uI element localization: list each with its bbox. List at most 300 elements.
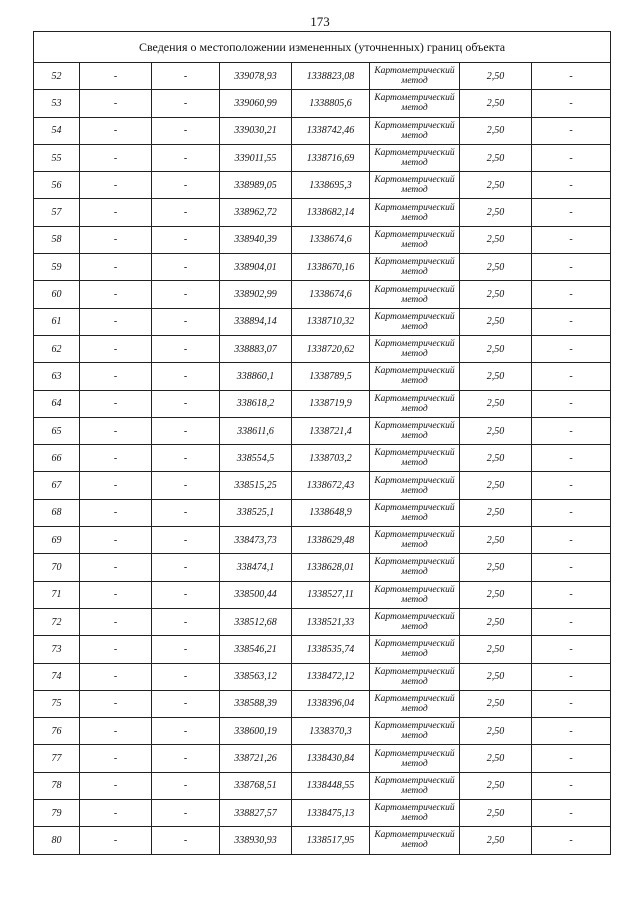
method-cell [370,335,460,362]
coord-x-old-cell: - [80,117,152,144]
method-label-line1: Картометрический [374,393,455,404]
coord-y-cell: 1338448,55 [292,772,370,799]
coord-y-old-cell: - [152,472,220,499]
method-label-line1: Картометрический [374,93,455,104]
coord-y-cell: 1338716,69 [292,144,370,171]
method-label-line2: метод [401,567,428,578]
coord-y-cell: 1338629,48 [292,527,370,554]
extra-cell: - [532,144,611,171]
extra-cell: - [532,90,611,117]
coord-y-old-cell: - [152,390,220,417]
coord-y-old-cell: - [152,172,220,199]
point-number-cell: 59 [34,254,80,281]
extra-cell: - [532,199,611,226]
point-number-cell: 64 [34,390,80,417]
method-cell [370,226,460,253]
extra-cell: - [532,499,611,526]
extra-cell: - [532,308,611,335]
point-number-cell: 75 [34,690,80,717]
method-cell [370,445,460,472]
point-number-cell: 71 [34,581,80,608]
coord-x-cell: 338940,39 [220,226,292,253]
precision-cell: 2,50 [460,527,532,554]
extra-cell: - [532,417,611,444]
method-label-line1: Картометрический [374,257,455,268]
coord-y-old-cell: - [152,226,220,253]
coord-x-old-cell: - [80,772,152,799]
method-cell [370,800,460,827]
precision-cell: 2,50 [460,690,532,717]
extra-cell: - [532,117,611,144]
method-cell [370,172,460,199]
coord-x-cell: 338474,1 [220,554,292,581]
coord-y-cell: 1338517,95 [292,827,370,854]
coord-x-old-cell: - [80,445,152,472]
coord-x-cell: 338930,93 [220,827,292,854]
coord-y-cell: 1338472,12 [292,663,370,690]
coord-x-old-cell: - [80,690,152,717]
method-label-line2: метод [401,267,428,278]
method-label-line1: Картометрический [374,748,455,759]
coord-x-old-cell: - [80,800,152,827]
coord-x-old-cell: - [80,308,152,335]
precision-cell: 2,50 [460,199,532,226]
extra-cell: - [532,390,611,417]
method-label-line1: Картометрический [374,557,455,568]
method-cell [370,745,460,772]
method-cell [370,363,460,390]
precision-cell: 2,50 [460,335,532,362]
precision-cell: 2,50 [460,772,532,799]
method-cell [370,254,460,281]
method-label-line1: Картометрический [374,693,455,704]
coord-x-cell: 338563,12 [220,663,292,690]
method-cell [370,390,460,417]
coord-x-cell: 338600,19 [220,718,292,745]
coord-y-cell: 1338475,13 [292,800,370,827]
extra-cell: - [532,718,611,745]
point-number-cell: 52 [34,63,80,90]
method-label-line2: метод [401,813,428,824]
table-row [34,63,611,90]
coord-y-old-cell: - [152,63,220,90]
table-row [34,472,611,499]
point-number-cell: 78 [34,772,80,799]
extra-cell: - [532,445,611,472]
method-cell [370,581,460,608]
point-number-cell: 53 [34,90,80,117]
coord-x-cell: 339078,93 [220,63,292,90]
method-label-line1: Картометрический [374,612,455,623]
coord-x-old-cell: - [80,390,152,417]
table-row [34,445,611,472]
coord-x-old-cell: - [80,636,152,663]
table-row [34,335,611,362]
method-label-line2: метод [401,403,428,414]
coord-y-cell: 1338674,6 [292,281,370,308]
method-label-line2: метод [401,485,428,496]
extra-cell: - [532,581,611,608]
point-number-cell: 72 [34,608,80,635]
coord-y-old-cell: - [152,117,220,144]
method-cell [370,527,460,554]
coord-y-old-cell: - [152,335,220,362]
coord-y-old-cell: - [152,827,220,854]
coord-y-old-cell: - [152,663,220,690]
coord-x-old-cell: - [80,172,152,199]
extra-cell: - [532,363,611,390]
coord-x-cell: 338768,51 [220,772,292,799]
coord-y-cell: 1338672,43 [292,472,370,499]
coord-y-cell: 1338703,2 [292,445,370,472]
method-label-line2: метод [401,294,428,305]
point-number-cell: 69 [34,527,80,554]
coord-x-cell: 339060,99 [220,90,292,117]
method-label-line1: Картометрический [374,229,455,240]
precision-cell: 2,50 [460,172,532,199]
coord-x-old-cell: - [80,63,152,90]
method-label-line2: метод [401,622,428,633]
coord-x-old-cell: - [80,608,152,635]
coord-y-cell: 1338648,9 [292,499,370,526]
method-label-line2: метод [401,594,428,605]
method-cell [370,90,460,117]
coord-x-cell: 338611,6 [220,417,292,444]
coord-x-old-cell: - [80,363,152,390]
method-label-line2: метод [401,349,428,360]
coord-y-old-cell: - [152,308,220,335]
coord-x-old-cell: - [80,254,152,281]
coord-x-old-cell: - [80,472,152,499]
coord-x-old-cell: - [80,527,152,554]
coord-y-old-cell: - [152,690,220,717]
point-number-cell: 73 [34,636,80,663]
method-cell [370,144,460,171]
extra-cell: - [532,690,611,717]
coord-x-cell: 338883,07 [220,335,292,362]
method-cell [370,772,460,799]
coord-y-cell: 1338721,4 [292,417,370,444]
coord-y-old-cell: - [152,527,220,554]
coord-x-old-cell: - [80,199,152,226]
point-number-cell: 61 [34,308,80,335]
precision-cell: 2,50 [460,499,532,526]
coord-x-cell: 338827,57 [220,800,292,827]
method-cell [370,608,460,635]
table-row [34,718,611,745]
coord-y-cell: 1338674,6 [292,226,370,253]
boundary-points-table [33,31,611,855]
table-row [34,581,611,608]
table-row [34,499,611,526]
method-label-line1: Картометрический [374,502,455,513]
precision-cell: 2,50 [460,144,532,171]
extra-cell: - [532,527,611,554]
table-row [34,690,611,717]
coord-y-cell: 1338805,6 [292,90,370,117]
point-number-cell: 63 [34,363,80,390]
coord-y-old-cell: - [152,90,220,117]
table-row [34,281,611,308]
coord-y-old-cell: - [152,800,220,827]
table-row [34,663,611,690]
coord-y-cell: 1338535,74 [292,636,370,663]
coord-y-cell: 1338430,84 [292,745,370,772]
coord-x-old-cell: - [80,335,152,362]
coord-y-cell: 1338370,3 [292,718,370,745]
coord-x-cell: 338902,99 [220,281,292,308]
method-label-line2: метод [401,185,428,196]
extra-cell: - [532,335,611,362]
method-label-line1: Картометрический [374,721,455,732]
coord-y-cell: 1338742,46 [292,117,370,144]
coord-x-cell: 339011,55 [220,144,292,171]
coord-x-old-cell: - [80,226,152,253]
precision-cell: 2,50 [460,226,532,253]
coord-x-old-cell: - [80,90,152,117]
method-label-line1: Картометрический [374,666,455,677]
coord-x-cell: 338860,1 [220,363,292,390]
precision-cell: 2,50 [460,663,532,690]
point-number-cell: 60 [34,281,80,308]
coord-y-old-cell: - [152,554,220,581]
coord-x-old-cell: - [80,663,152,690]
precision-cell: 2,50 [460,363,532,390]
method-cell [370,499,460,526]
precision-cell: 2,50 [460,554,532,581]
point-number-cell: 57 [34,199,80,226]
table-row [34,800,611,827]
coord-x-cell: 338989,05 [220,172,292,199]
table-row [34,90,611,117]
precision-cell: 2,50 [460,63,532,90]
coord-y-old-cell: - [152,772,220,799]
method-cell [370,636,460,663]
precision-cell: 2,50 [460,281,532,308]
coord-x-cell: 338588,39 [220,690,292,717]
precision-cell: 2,50 [460,445,532,472]
point-number-cell: 80 [34,827,80,854]
precision-cell: 2,50 [460,254,532,281]
table-row [34,226,611,253]
method-label-line1: Картометрический [374,639,455,650]
method-label-line2: метод [401,512,428,523]
coord-y-old-cell: - [152,718,220,745]
method-label-line2: метод [401,103,428,114]
coord-y-cell: 1338396,04 [292,690,370,717]
coord-x-old-cell: - [80,144,152,171]
method-cell [370,690,460,717]
coord-x-old-cell: - [80,499,152,526]
coord-x-old-cell: - [80,417,152,444]
method-label-line1: Картометрический [374,421,455,431]
table-row [34,745,611,772]
table-row [34,308,611,335]
table-row [34,827,611,854]
coord-y-old-cell: - [152,636,220,663]
coord-y-cell: 1338710,32 [292,308,370,335]
method-label-line2: метод [401,130,428,141]
extra-cell: - [532,827,611,854]
method-label-line2: метод [401,321,428,332]
method-label-line1: Картометрический [374,66,455,77]
coord-y-old-cell: - [152,417,220,444]
coord-y-cell: 1338682,14 [292,199,370,226]
point-number-cell: 77 [34,745,80,772]
coord-y-cell: 1338719,9 [292,390,370,417]
coord-x-cell: 338554,5 [220,445,292,472]
point-number-cell: 79 [34,800,80,827]
method-label-line1: Картометрический [374,284,455,295]
extra-cell: - [532,472,611,499]
coord-y-cell: 1338695,3 [292,172,370,199]
method-label-line1: Картометрический [374,475,455,486]
method-label-line2: метод [401,458,428,469]
method-label-line2: метод [401,431,428,441]
coord-x-cell: 338618,2 [220,390,292,417]
coord-x-cell: 338525,1 [220,499,292,526]
coord-y-old-cell: - [152,363,220,390]
extra-cell: - [532,663,611,690]
coord-x-cell: 338721,26 [220,745,292,772]
coord-x-old-cell: - [80,281,152,308]
coord-y-old-cell: - [152,581,220,608]
table-title: Сведения о местоположении измененных (уточненных) границ объекта [34,32,611,63]
coord-x-cell: 338904,01 [220,254,292,281]
coord-y-cell: 1338670,16 [292,254,370,281]
method-label-line1: Картометрический [374,366,455,377]
method-cell [370,281,460,308]
method-cell [370,308,460,335]
point-number-cell: 66 [34,445,80,472]
precision-cell: 2,50 [460,417,532,444]
point-number-cell: 62 [34,335,80,362]
coord-y-cell: 1338521,33 [292,608,370,635]
coord-x-cell: 338962,72 [220,199,292,226]
coord-x-old-cell: - [80,745,152,772]
method-cell [370,472,460,499]
coord-x-old-cell: - [80,581,152,608]
extra-cell: - [532,254,611,281]
coord-y-old-cell: - [152,281,220,308]
coord-x-cell: 338473,73 [220,527,292,554]
coord-x-cell: 338512,68 [220,608,292,635]
method-label-line2: метод [401,158,428,169]
precision-cell: 2,50 [460,117,532,144]
table-row [34,608,611,635]
table-row [34,172,611,199]
point-number-cell: 74 [34,663,80,690]
extra-cell: - [532,172,611,199]
method-label-line1: Картометрический [374,448,455,459]
method-label-line2: метод [401,649,428,660]
precision-cell: 2,50 [460,718,532,745]
point-number-cell: 70 [34,554,80,581]
method-label-line1: Картометрический [374,175,455,186]
extra-cell: - [532,772,611,799]
table-row [34,199,611,226]
precision-cell: 2,50 [460,827,532,854]
extra-cell: - [532,226,611,253]
precision-cell: 2,50 [460,390,532,417]
coord-x-old-cell: - [80,554,152,581]
table-row [34,117,611,144]
method-label-line2: метод [401,731,428,742]
extra-cell: - [532,554,611,581]
extra-cell: - [532,800,611,827]
method-label-line2: метод [401,376,428,387]
precision-cell: 2,50 [460,308,532,335]
method-cell [370,117,460,144]
coord-x-old-cell: - [80,827,152,854]
method-cell [370,63,460,90]
extra-cell: - [532,608,611,635]
precision-cell: 2,50 [460,472,532,499]
point-number-cell: 55 [34,144,80,171]
method-label-line2: метод [401,239,428,250]
precision-cell: 2,50 [460,636,532,663]
coord-y-old-cell: - [152,144,220,171]
method-label-line2: метод [401,540,428,551]
point-number-cell: 54 [34,117,80,144]
precision-cell: 2,50 [460,800,532,827]
coord-y-old-cell: - [152,608,220,635]
method-label-line2: метод [401,212,428,223]
method-cell [370,199,460,226]
point-number-cell: 67 [34,472,80,499]
coord-x-cell: 338894,14 [220,308,292,335]
extra-cell: - [532,636,611,663]
table-row [34,144,611,171]
method-label-line1: Картометрический [374,530,455,541]
method-label-line1: Картометрический [374,775,455,786]
point-number-cell: 76 [34,718,80,745]
point-number-cell: 58 [34,226,80,253]
table-row [34,363,611,390]
method-label-line1: Картометрический [374,311,455,322]
method-label-line2: метод [401,676,428,687]
table-row [34,390,611,417]
extra-cell: - [532,63,611,90]
table-row [34,254,611,281]
coord-y-cell: 1338527,11 [292,581,370,608]
table-row [34,417,611,444]
coord-y-old-cell: - [152,499,220,526]
coord-y-old-cell: - [152,445,220,472]
method-label-line1: Картометрический [374,148,455,159]
method-cell [370,663,460,690]
coord-y-old-cell: - [152,745,220,772]
method-label-line2: метод [401,758,428,769]
method-label-line1: Картометрический [374,830,455,841]
method-label-line2: метод [401,840,428,851]
page-number: 173 [310,14,330,29]
extra-cell: - [532,281,611,308]
coord-y-old-cell: - [152,199,220,226]
point-number-cell: 56 [34,172,80,199]
coord-y-cell: 1338720,62 [292,335,370,362]
method-label-line1: Картометрический [374,339,455,350]
precision-cell: 2,50 [460,581,532,608]
method-label-line1: Картометрический [374,120,455,131]
method-label-line2: метод [401,76,428,87]
method-label-line2: метод [401,703,428,714]
precision-cell: 2,50 [460,608,532,635]
point-number-cell: 68 [34,499,80,526]
coord-x-cell: 338546,21 [220,636,292,663]
coord-y-cell: 1338628,01 [292,554,370,581]
table-row [34,554,611,581]
